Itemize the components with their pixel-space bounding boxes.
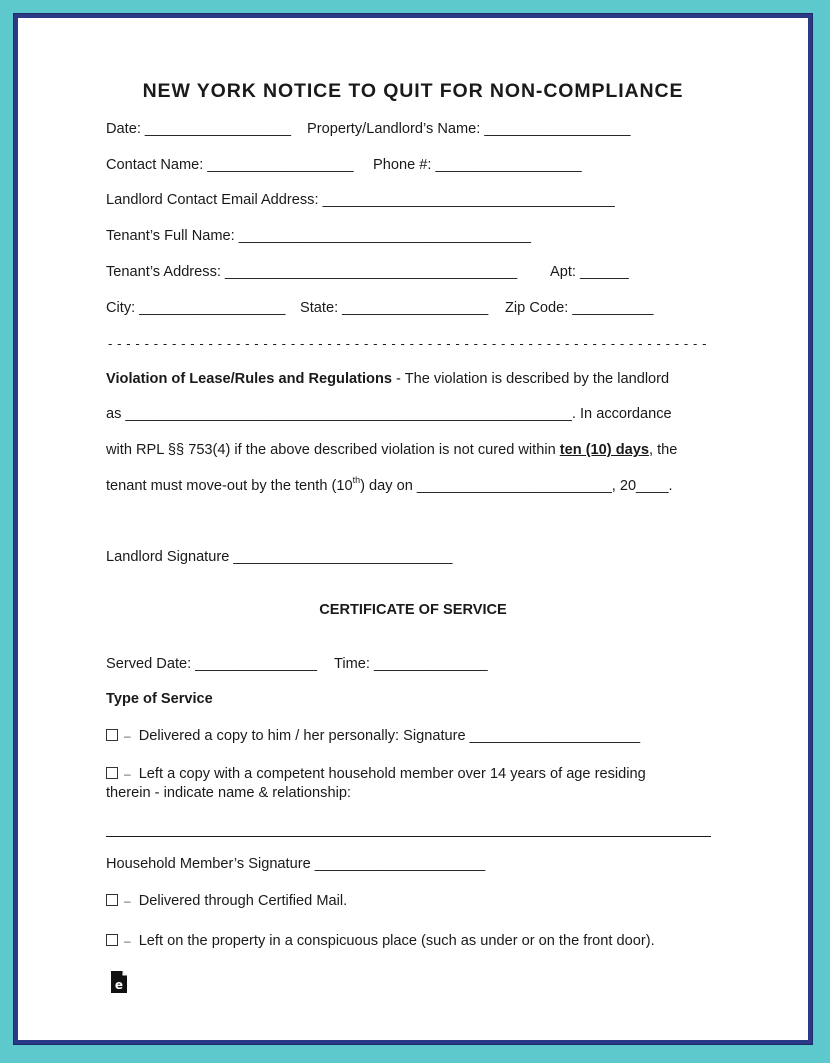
violation-line-1-text: - The violation is described by the landlord — [391, 371, 670, 387]
dash-separator: – — [124, 729, 131, 743]
violation-heading: Violation of Lease/Rules and Regulations — [106, 371, 392, 387]
service-option-personal-label: Delivered a copy to him / her personally: Signature _____________________ — [138, 728, 641, 744]
checkbox-icon[interactable] — [106, 767, 118, 779]
violation-line-3-post: , the — [648, 442, 678, 458]
tenant-address-field[interactable]: Tenant’s Address: ____________________________________ — [106, 264, 518, 280]
checkbox-icon[interactable] — [106, 729, 118, 741]
ordinal-superscript: th — [352, 475, 361, 486]
dash-separator: – — [124, 894, 131, 908]
certificate-heading: CERTIFICATE OF SERVICE — [319, 602, 507, 618]
service-option-posted-label: Left on the property in a conspicuous place (such as under or on the front door). — [138, 933, 655, 949]
type-of-service-heading: Type of Service — [106, 691, 213, 707]
zip-field[interactable]: Zip Code: __________ — [505, 300, 654, 316]
cut-line-divider: - - - - - - - - - - - - - - - - - - - - - - - - - - - - - - - - - - - - - - - - - - - - - - - - - - - - - - - - - - - - - - - - - - — [108, 336, 708, 351]
dash-separator: – — [124, 934, 131, 948]
checkbox-icon[interactable] — [106, 894, 118, 906]
served-date-field[interactable]: Served Date: _______________ — [106, 656, 317, 672]
checkbox-icon[interactable] — [106, 934, 118, 946]
date-field[interactable]: Date: __________________ — [106, 121, 292, 137]
time-field[interactable]: Time: ______________ — [334, 656, 488, 672]
phone-field[interactable]: Phone #: __________________ — [373, 157, 582, 173]
service-option-certified-mail[interactable] — [106, 892, 347, 910]
relationship-input-line[interactable] — [106, 836, 711, 837]
contact-name-field[interactable]: Contact Name: __________________ — [106, 157, 354, 173]
service-option-personal[interactable] — [106, 727, 640, 745]
violation-line-3 — [106, 441, 677, 459]
violation-line-4-post: ) day on ________________________, 20____. — [360, 478, 673, 494]
service-option-posted[interactable] — [106, 932, 655, 950]
tenant-name-field[interactable]: Tenant’s Full Name: ____________________________________ — [106, 228, 531, 244]
service-option-household[interactable] — [106, 765, 646, 783]
service-option-certified-mail-label: Delivered through Certified Mail. — [138, 893, 348, 909]
apt-field[interactable]: Apt: ______ — [550, 264, 629, 280]
household-signature-field[interactable]: Household Member’s Signature _____________________ — [106, 856, 486, 872]
email-field[interactable]: Landlord Contact Email Address: ____________________________________ — [106, 192, 615, 208]
service-option-household-label: Left a copy with a competent household member over 14 years of age residing — [138, 766, 646, 782]
city-field[interactable]: City: __________________ — [106, 300, 286, 316]
eforms-logo-icon — [110, 970, 128, 994]
state-field[interactable]: State: __________________ — [300, 300, 489, 316]
violation-line-4[interactable] — [106, 477, 673, 495]
document-title: NEW YORK NOTICE TO QUIT FOR NON-COMPLIANCE — [142, 80, 684, 102]
violation-line-3-pre: with RPL §§ 753(4) if the above described violation is not cured within — [106, 442, 560, 458]
ten-days-emphasis: ten (10) days — [559, 442, 649, 458]
property-field[interactable]: Property/Landlord’s Name: __________________ — [307, 121, 631, 137]
eforms-logo-letter: e — [114, 978, 124, 992]
dash-separator: – — [124, 767, 131, 781]
violation-line-4-pre: tenant must move-out by the tenth (10 — [106, 478, 353, 494]
violation-line-1 — [106, 370, 669, 388]
document-page — [18, 18, 808, 1040]
violation-line-2[interactable]: as _______________________________________________________. In accordance — [106, 406, 672, 422]
service-option-household-line-2: therein - indicate name & relationship: — [106, 785, 351, 801]
landlord-signature-field[interactable]: Landlord Signature ___________________________ — [106, 549, 453, 565]
